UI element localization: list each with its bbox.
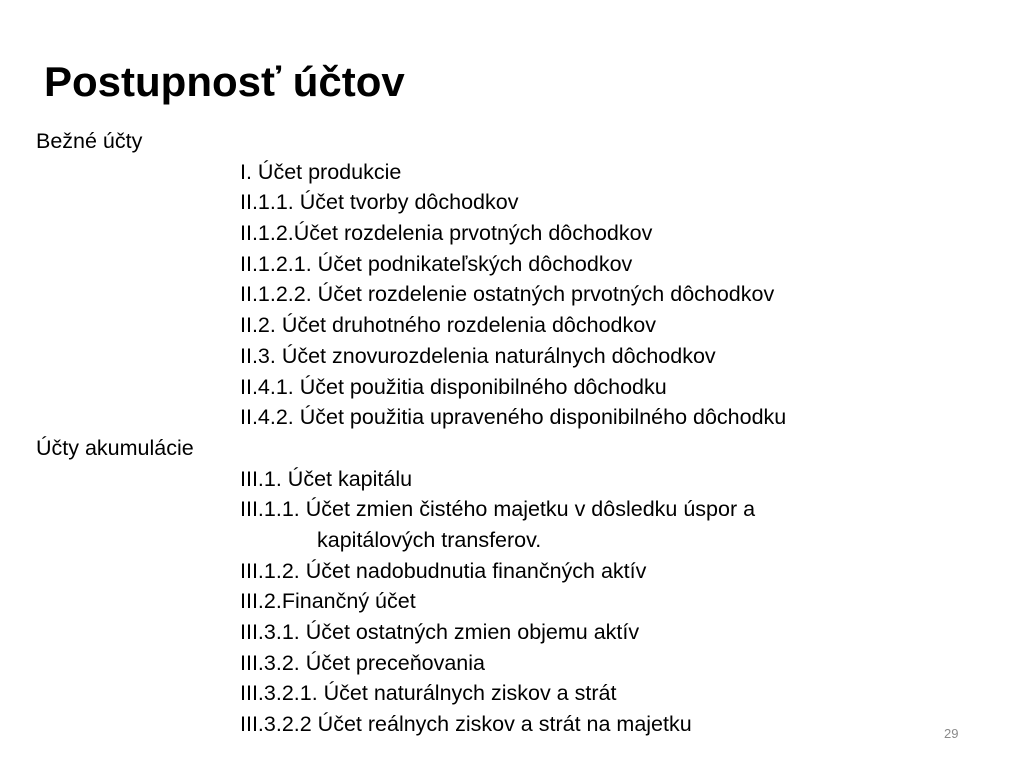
account-entry: II.3. Účet znovurozdelenia naturálnych dôchodkov — [240, 343, 716, 368]
slide-content — [0, 126, 1024, 740]
account-entry: II.4.1. Účet použitia disponibilného dôchodku — [240, 374, 667, 399]
section-heading-current-accounts: Bežné účty — [36, 129, 143, 153]
account-entry: III.1.1. Účet zmien čistého majetku v dôsledku úspor a — [240, 497, 756, 522]
section-heading-accumulation-accounts: Účty akumulácie — [36, 435, 194, 460]
account-entry: III.3.1. Účet ostatných zmien objemu aktív — [240, 620, 640, 644]
account-entry: II.1.2.2. Účet rozdelenie ostatných prvotných dôchodkov — [240, 282, 775, 307]
account-entry: II.2. Účet druhotného rozdelenia dôchodkov — [240, 313, 656, 338]
account-entry: I. Účet produkcie — [240, 159, 402, 184]
account-entry: III.1.2. Účet nadobudnutia finančných aktív — [240, 558, 647, 583]
account-entry: III.1. Účet kapitálu — [240, 466, 413, 491]
account-entry: II.1.1. Účet tvorby dôchodkov — [240, 190, 519, 215]
account-entry: III.3.2.2 Účet reálnych ziskov a strát na majetku — [240, 712, 692, 737]
account-entry: III.2.Finančný účet — [240, 589, 416, 614]
account-entry-continuation: kapitálových transferov. — [317, 527, 542, 552]
account-entry: III.3.2. Účet preceňovania — [240, 650, 486, 675]
account-entry: II.1.2.1. Účet podnikateľských dôchodkov — [240, 251, 633, 276]
account-entry: II.4.2. Účet použitia upraveného disponibilného dôchodku — [240, 405, 787, 430]
slide-title: Postupnosť účtov — [44, 58, 405, 105]
page-number: 29 — [944, 726, 959, 741]
account-entry: III.3.2.1. Účet naturálnych ziskov a strát — [240, 681, 617, 706]
account-entry: II.1.2.Účet rozdelenia prvotných dôchodkov — [240, 221, 653, 246]
